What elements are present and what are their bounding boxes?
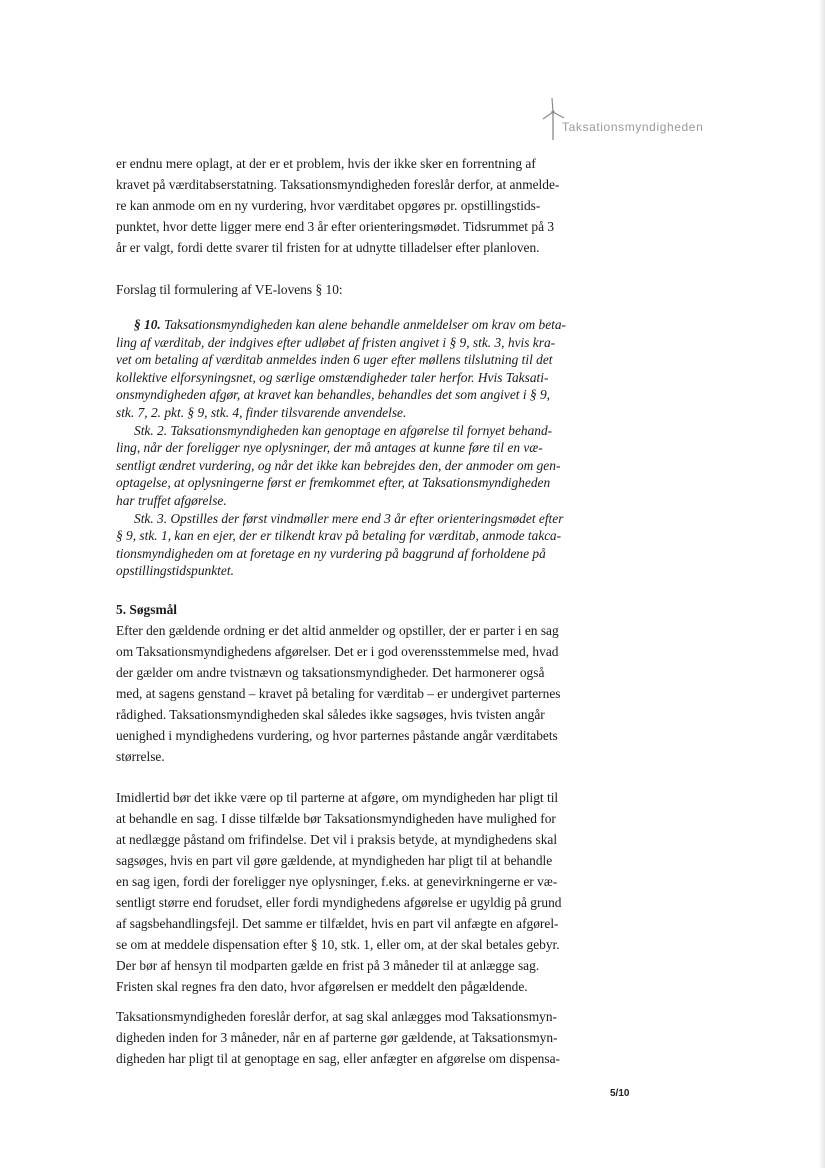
quote-line: sentligt ændret vurdering, og når det ikke kan bebrejdes den, der anmoder om gen- [116,457,561,473]
proposed-law-text [116,316,604,580]
text-line: digheden har pligt til at genoptage en sag, eller anfægter en afgørelse om dispensa- [116,1051,560,1066]
text-line: en sag igen, fordi der foreligger nye oplysninger, f.eks. at genevirkningerne er væ- [116,874,558,889]
quote-line: stk. 7, 2. pkt. § 9, stk. 4, finder tilsvarende anvendelse. [116,404,407,420]
quote-line: ling af værditab, der indgives efter udløbet af fristen angivet i § 9, stk. 3, hvis kra- [116,334,556,350]
text-line: kravet på værditabserstatning. Taksationsmyndigheden foreslår derfor, at anmelde- [116,177,560,192]
quote-line: kollektive elforsyningsnet, og særlige omstændigheder taler herfor. Hvis Taksati- [116,369,549,385]
text-line: rådighed. Taksationsmyndigheden skal således ikke sagsøges, hvis tvisten angår [116,707,545,722]
text-line: er endnu mere oplagt, at der er et problem, hvis der ikke sker en forrentning af [116,156,536,171]
section-5-paragraph-3 [116,1006,604,1069]
text-line: digheden inden for 3 måneder, når en af parterne gør gældende, at Taksationsmyn- [116,1030,558,1045]
quote-line: har truffet afgørelse. [116,492,227,508]
quote-line: vet om betaling af værditab anmeldes inden 6 uger efter møllens tilslutning til det [116,352,553,368]
quote-line: optagelse, at oplysningerne først er fremkommet efter, at Taksationsmyndigheden [116,475,551,491]
text-line: om Taksationsmyndighedens afgørelser. Det er i god overensstemmelse med, hvad [116,644,559,659]
quote-line: § 9, stk. 1, kan en ejer, der er tilkendt krav på betaling for værditab, anmode takса- [116,528,562,544]
text-line: år er valgt, fordi dette svarer til fristen for at udnytte tilladelser efter planloven. [116,240,540,255]
text-line: at behandle en sag. I disse tilfælde bør Taksationsmyndigheden have mulighed for [116,811,556,826]
text-line: Taksationsmyndigheden foreslår derfor, at sag skal anlægges mod Taksationsmyn- [116,1009,557,1024]
intro-paragraph [116,153,604,258]
text-line: Der bør af hensyn til modparten gælde en frist på 3 måneder til at anlægge sag. [116,958,540,973]
quote-line: opstillingstidspunktet. [116,563,234,579]
text-line: Forslag til formulering af VE-lovens § 10: [116,282,343,297]
text-line: re kan anmode om en ny vurdering, hvor værditabet opgøres pr. opstillingstids- [116,198,541,213]
text-line: Imidlertid bør det ikke være op til parterne at afgøre, om myndigheden har pligt til [116,790,559,805]
text-line: Efter den gældende ordning er det altid anmelder og opstiller, der er parter i en sag [116,623,559,638]
text-line: sentligt større end forudset, eller fordi myndighedens afgørelse er ugyldig på grund [116,895,562,910]
quote-line: onsmyndigheden afgør, at kravet kan behandles, behandles det som angivet i § 9, [116,387,550,403]
text-line: Fristen skal regnes fra den dato, hvor afgørelsen er meddelt den pågældende. [116,979,528,994]
text-line: at nedlægge påstand om frifindelse. Det vil i praksis betyde, at myndighedens skal [116,832,558,847]
text-line: se om at meddele dispensation efter § 10, stk. 1, eller om, at der skal betales gebyr. [116,937,560,952]
page-edge-shadow [819,0,825,1168]
quote-line: Stk. 2. Taksationsmyndigheden kan genoptage en afgørelse til fornyet behand- [134,422,553,438]
proposal-intro [116,279,604,300]
text-line: størrelse. [116,749,165,764]
logo-text: Taksationsmyndigheden [562,120,704,134]
quote-line: Stk. 3. Opstilles der først vindmøller mere end 3 år efter orienteringsmødet efter [134,510,564,526]
section-heading: 5. Søgsmål [116,602,178,617]
header-logo [540,96,720,140]
text-line: uenighed i myndighedens vurdering, og hvor parternes påstande angår værditabets [116,728,558,743]
text-line: med, at sagens genstand – kravet på betaling for værditab – er undergivet parternes [116,686,561,701]
quote-line: ling, når der foreligger nye oplysninger, der må antages at kunne føre til en væ- [116,440,543,456]
text-line: af sagsbehandlingsfejl. Det samme er tilfældet, hvis en part vil anfægte en afgørel- [116,916,559,931]
quote-line-text: Taksationsmyndigheden kan alene behandle anmeldelser om krav om beta- [160,317,567,332]
quote-line [116,316,604,334]
section-5 [116,599,604,767]
quote-line: tionsmyndigheden om at foretage en ny vurdering på baggrund af forholdene på [116,545,546,561]
section-5-paragraph-2 [116,787,604,997]
section-label: § 10. [134,317,161,332]
text-line: der gælder om andre tvistnævn og taksationsmyndigheder. Det harmonerer også [116,665,545,680]
text-line: punktet, hvor dette ligger mere end 3 år efter orienteringsmødet. Tidsrummet på 3 [116,219,555,234]
text-line: sagsøges, hvis en part vil gøre gældende, at myndigheden har pligt til at behandle [116,853,553,868]
page-number: 5/10 [610,1088,630,1099]
